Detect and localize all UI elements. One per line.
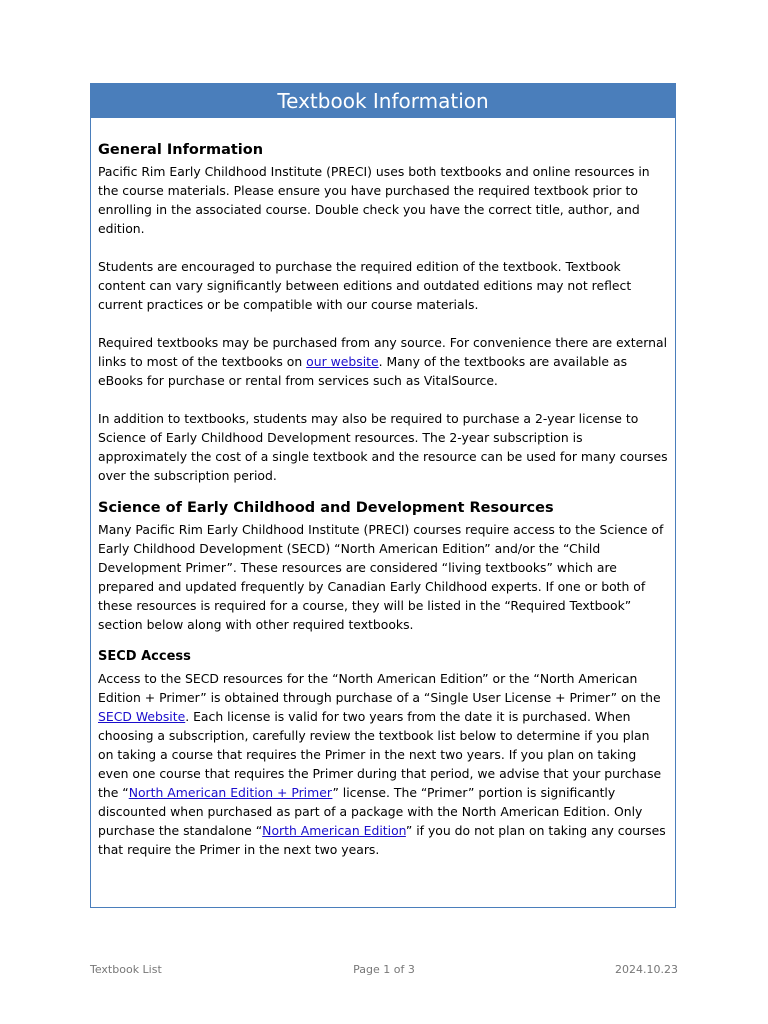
paragraph-text: ” if you do not plan on taking any courses that require the Primer in the next two years. — [98, 823, 666, 857]
our-website-link[interactable]: our website — [306, 354, 379, 369]
secd-access-paragraph — [98, 669, 668, 859]
north-american-edition-primer-link[interactable]: North American Edition + Primer — [128, 785, 333, 800]
paragraph-text: Access to the SECD resources for the “North American Edition” or the “North American Edition + Primer” is obtained through purchase of a “Single User License + Primer” on the — [98, 671, 661, 705]
paragraph-text: . Many of the textbooks are available as eBooks for purchase or rental from services such as VitalSource. — [98, 354, 628, 388]
paragraph-text: ” license. The “Primer” portion is significantly discounted when purchased as part of a package with the North American Edition. Only purchase the standalone “ — [98, 785, 643, 838]
footer-document-name: Textbook List — [90, 963, 162, 976]
footer-page-number: Page 1 of 3 — [353, 963, 415, 976]
content-body — [91, 118, 675, 859]
secd-access-heading: SECD Access — [98, 649, 191, 664]
footer-date: 2024.10.23 — [615, 963, 678, 976]
secd-resources-heading: Science of Early Childhood and Development Resources — [98, 500, 554, 516]
general-info-paragraph-4: In addition to textbooks, students may also be required to purchase a 2-year license to Science of Early Childhood Development resources. The 2-year subscription is approximately the cost of a single textbook and the resource can be used for many courses over the subscription period. — [98, 411, 668, 483]
textbook-info-box — [90, 83, 676, 908]
general-info-heading: General Information — [98, 142, 264, 158]
north-american-edition-link[interactable]: North American Edition — [262, 823, 406, 838]
secd-resources-paragraph: Many Pacific Rim Early Childhood Institute (PRECI) courses require access to the Science of Early Childhood Development (SECD) “North American Edition” and/or the “Child Development Primer”. These resources are considered “living textbooks” which are prepared and updated frequently by Canadian Early Childhood experts. If one or both of these resources is required for a course, they will be listed in the “Required Textbook” section below along with other required textbooks. — [98, 522, 664, 632]
general-info-paragraph-2: Students are encouraged to purchase the required edition of the textbook. Textbook content can vary significantly between editions and outdated editions may not reflect current practices or be compatible with our course materials. — [98, 259, 632, 312]
page-title: Textbook Information — [91, 84, 675, 118]
page-footer — [90, 963, 678, 979]
general-info-paragraph-3 — [98, 333, 668, 390]
paragraph-text: . Each license is valid for two years from the date it is purchased. When choosing a subscription, carefully review the textbook list below to determine if you plan on taking a course that requires the Primer in the next two years. If you plan on taking even one course that requires the Primer during that period, we advise that your purchase the “ — [98, 709, 662, 800]
paragraph-text: Required textbooks may be purchased from any source. For convenience there are external links to most of the textbooks on — [98, 335, 668, 369]
general-info-paragraph-1: Pacific Rim Early Childhood Institute (PRECI) uses both textbooks and online resources in the course materials. Please ensure you have purchased the required textbook prior to enrolling in the associated course. Double check you have the correct title, author, and edition. — [98, 164, 650, 236]
secd-website-link[interactable]: SECD Website — [98, 709, 186, 724]
